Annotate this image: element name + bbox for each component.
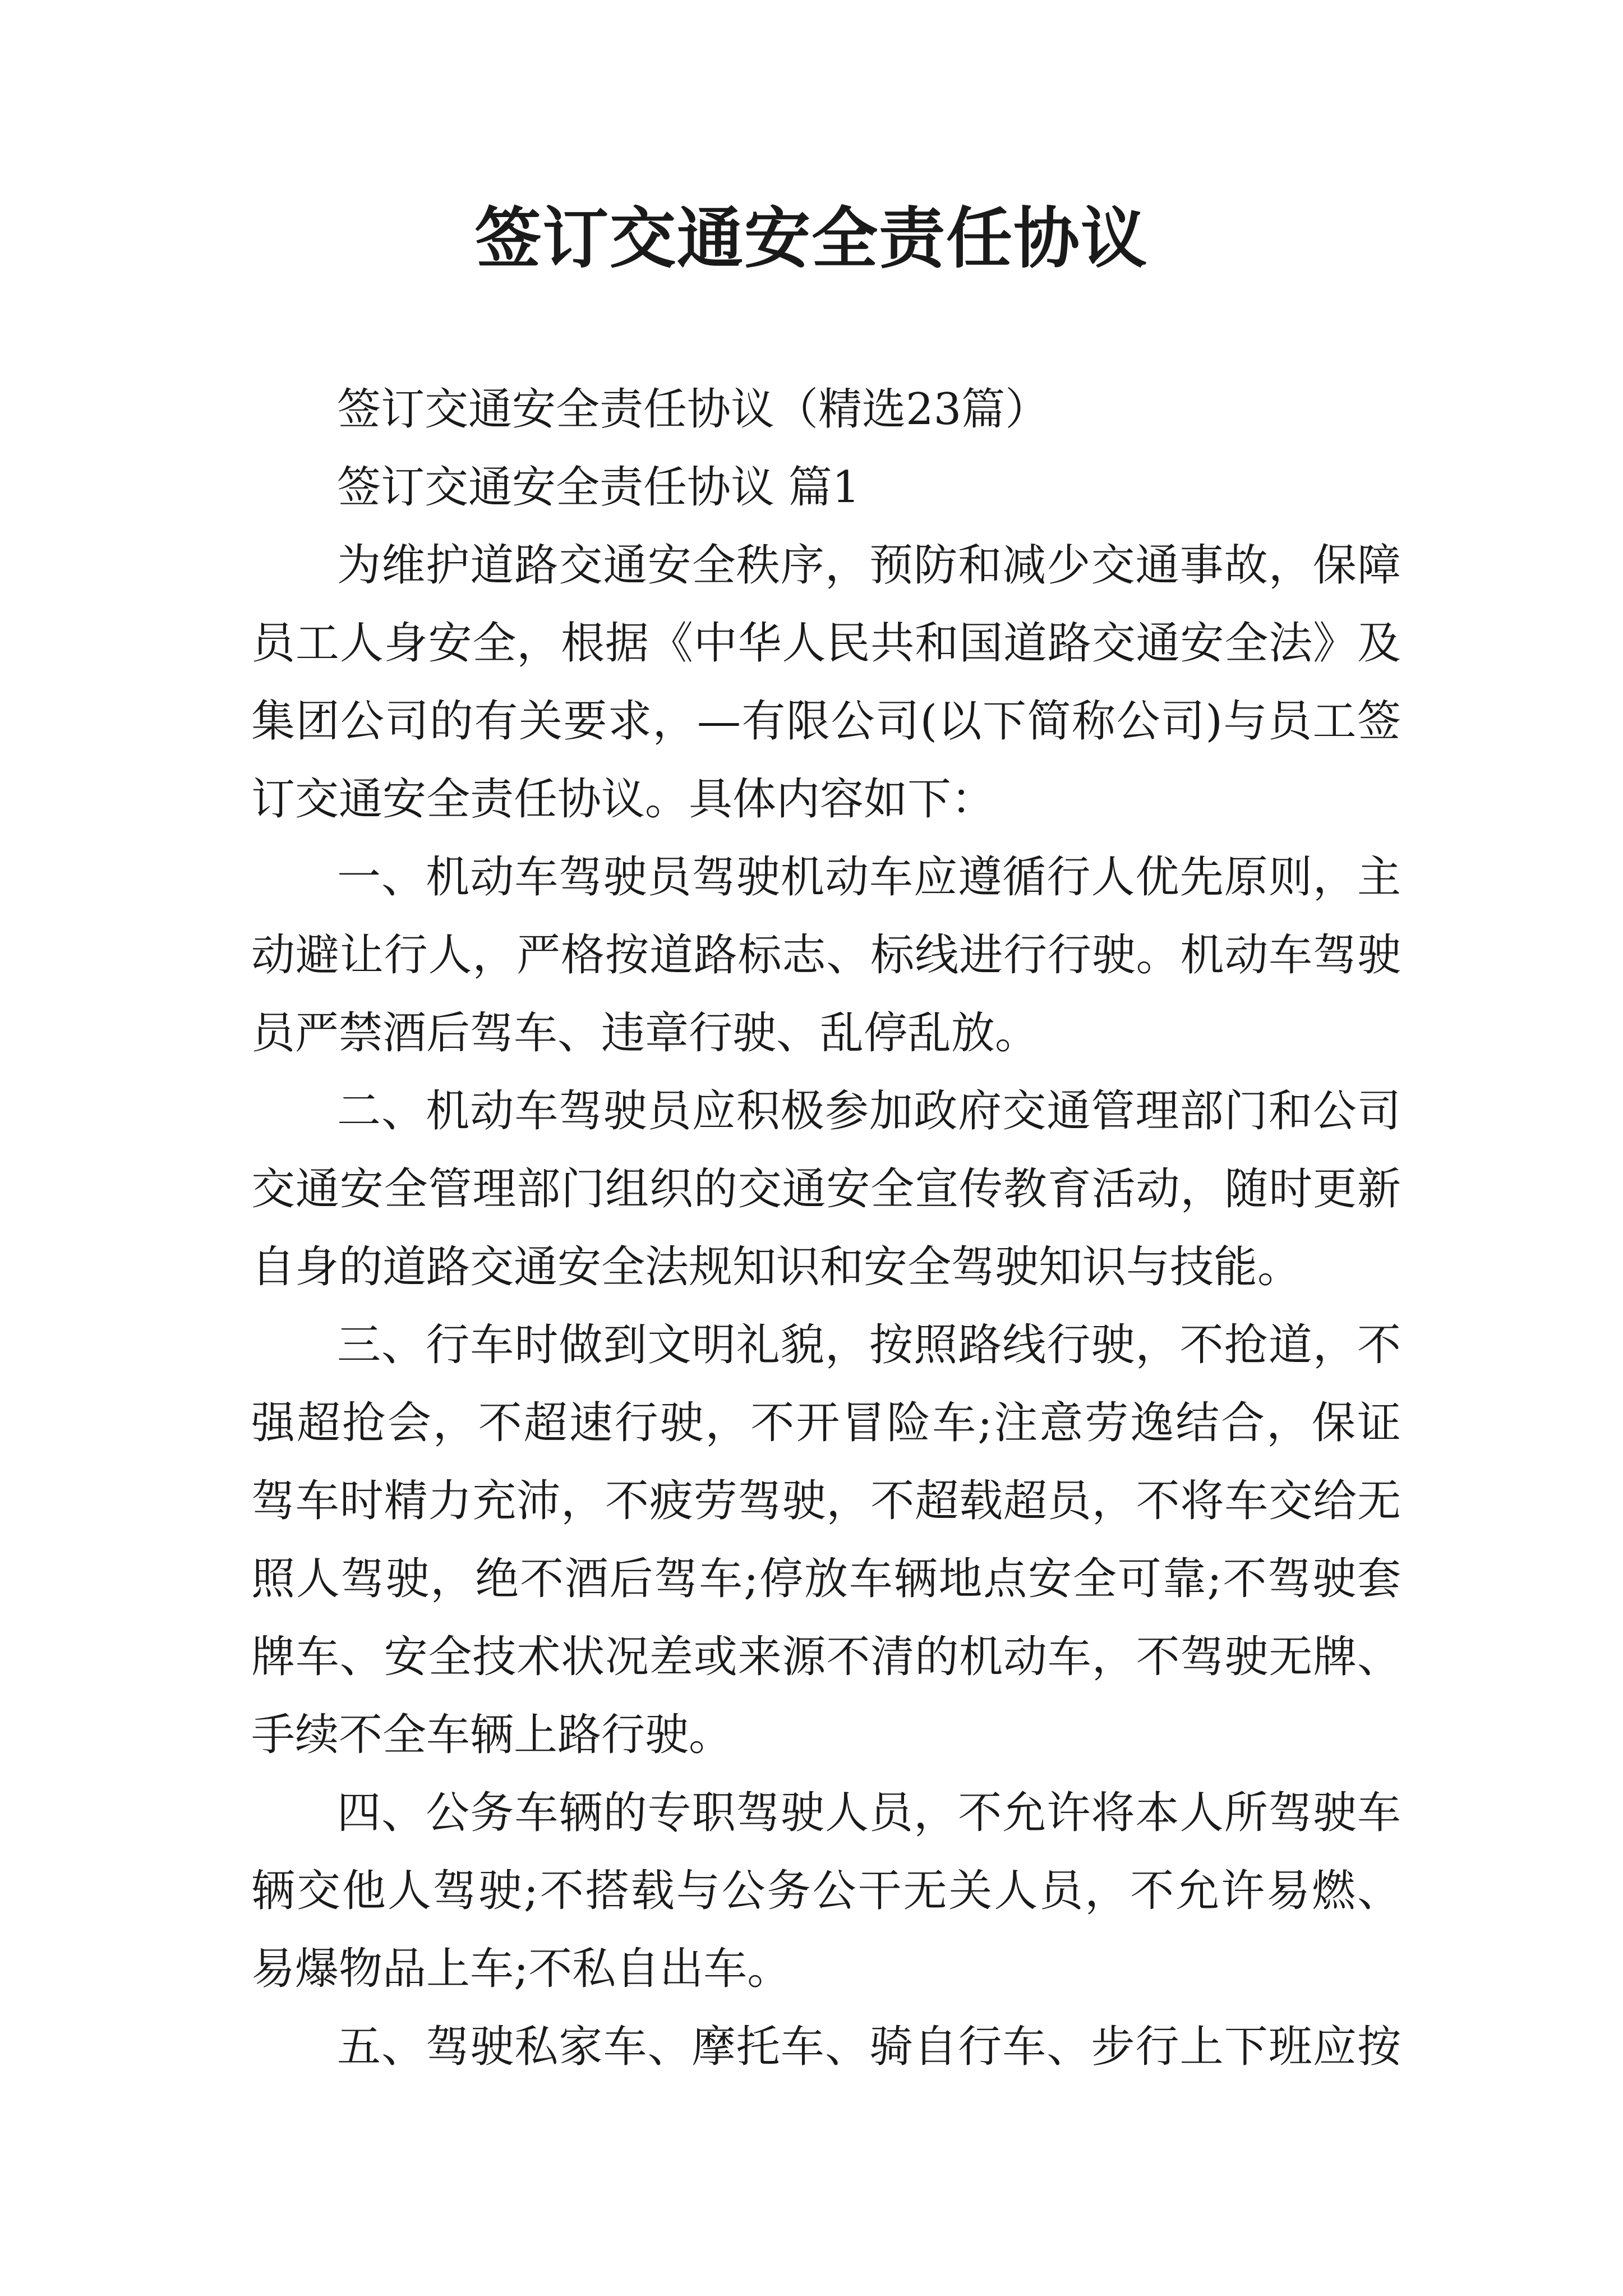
paragraph-line: 手续不全车辆上路行驶。 bbox=[251, 1710, 733, 1760]
paragraph-line: 一、机动车驾驶员驾驶机动车应遵循行人优先原则，主 bbox=[337, 852, 1401, 903]
paragraph-line: 员严禁酒后驾车、违章行驶、乱停乱放。 bbox=[251, 1008, 1039, 1059]
subtitle-line: 签订交通安全责任协议（精选23篇） bbox=[337, 384, 1049, 435]
paragraph-line: 员工人身安全，根据《中华人民共和国道路交通安全法》及 bbox=[251, 618, 1401, 669]
paragraph-line: 五、驾驶私家车、摩托车、骑自行车、步行上下班应按 bbox=[337, 2022, 1401, 2072]
paragraph-line: 驾车时精力充沛，不疲劳驾驶，不超载超员，不将车交给无 bbox=[251, 1476, 1401, 1526]
section-heading: 签订交通安全责任协议 篇1 bbox=[337, 462, 860, 513]
paragraph-line: 易爆物品上车;不私自出车。 bbox=[251, 1944, 791, 1994]
paragraph-line: 自身的道路交通安全法规知识和安全驾驶知识与技能。 bbox=[251, 1242, 1302, 1292]
paragraph-line: 照人驾驶，绝不酒后驾车;停放车辆地点安全可靠;不驾驶套 bbox=[251, 1554, 1401, 1604]
paragraph-line: 四、公务车辆的专职驾驶人员，不允许将本人所驾驶车 bbox=[337, 1788, 1401, 1838]
paragraph-line: 三、行车时做到文明礼貌，按照路线行驶，不抢道，不 bbox=[337, 1320, 1401, 1370]
paragraph-line: 动避让行人，严格按道路标志、标线进行行驶。机动车驾驶 bbox=[251, 930, 1401, 981]
paragraph-line: 集团公司的有关要求，—有限公司(以下简称公司)与员工签 bbox=[251, 696, 1401, 747]
paragraph-line: 辆交他人驾驶;不搭载与公务公干无关人员，不允许易燃、 bbox=[251, 1866, 1401, 1916]
paragraph-line: 为维护道路交通安全秩序，预防和减少交通事故，保障 bbox=[337, 540, 1401, 591]
paragraph-line: 订交通安全责任协议。具体内容如下： bbox=[251, 774, 995, 825]
paragraph-line: 牌车、安全技术状况差或来源不清的机动车，不驾驶无牌、 bbox=[251, 1632, 1401, 1682]
paragraph-line: 强超抢会，不超速行驶，不开冒险车;注意劳逸结合，保证 bbox=[251, 1398, 1401, 1448]
document-title: 签订交通安全责任协议 bbox=[474, 199, 1148, 277]
paragraph-line: 交通安全管理部门组织的交通安全宣传教育活动，随时更新 bbox=[251, 1164, 1401, 1214]
paragraph-line: 二、机动车驾驶员应积极参加政府交通管理部门和公司 bbox=[337, 1086, 1401, 1137]
